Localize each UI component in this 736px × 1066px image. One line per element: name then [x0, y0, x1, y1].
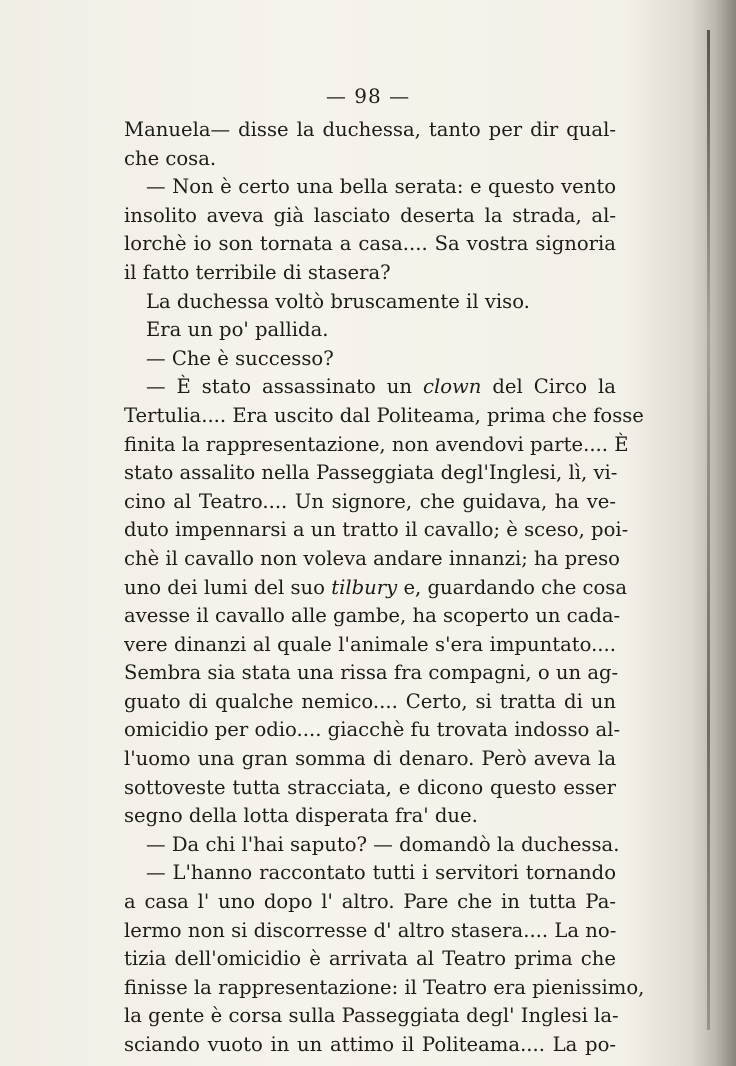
text-line: duto impennarsi a un tratto il cavallo; è sceso, poi- — [124, 518, 629, 542]
text-line: finita la rappresentazione, non avendovi parte.... È — [124, 432, 629, 456]
text-line: Tertulia.... Era uscito dal Politeama, prima che fosse — [124, 403, 644, 427]
page-number: — 98 — — [325, 84, 411, 108]
text-line: lorchè io son tornata a casa.... Sa vostra signoria — [124, 232, 616, 256]
text-line: — L'hanno raccontato tutti i servitori tornando — [146, 861, 616, 885]
binding-edge-line — [707, 30, 710, 1030]
text-line: che cosa. — [124, 146, 217, 170]
italic-word: clown — [422, 375, 482, 399]
text-line: La duchessa voltò bruscamente il viso. — [146, 289, 530, 313]
text-line: sottoveste tutta stracciata, e dicono questo esser — [124, 775, 616, 799]
text-line: finisse la rappresentazione: il Teatro era pienissimo, — [124, 975, 645, 999]
text-line: Sembra sia stata una rissa fra compagni, o un ag- — [124, 661, 619, 685]
text-line: la gente è corsa sulla Passeggiata degl' Inglesi la- — [124, 1004, 619, 1028]
italic-word: tilbury — [331, 575, 398, 599]
text-line: stato assalito nella Passeggiata degl'Inglesi, lì, vi- — [124, 461, 618, 485]
text-line: — Non è certo una bella serata: e questo vento — [146, 175, 616, 199]
text-segment: del Circo la — [481, 375, 616, 399]
text-line: tizia dell'omicidio è arrivata al Teatro prima che — [124, 947, 616, 971]
text-segment: — È stato assassinato un — [146, 375, 423, 399]
text-line: — Che è successo? — [146, 346, 334, 370]
text-line: avesse il cavallo alle gambe, ha scoperto un cada- — [124, 604, 621, 628]
text-line: a casa l' uno dopo l' altro. Pare che in tutta Pa- — [124, 890, 616, 914]
text-line: Manuela— disse la duchessa, tanto per dir qual- — [124, 118, 616, 141]
text-line: insolito aveva già lasciato deserta la strada, al- — [124, 203, 616, 227]
text-line: cino al Teatro.... Un signore, che guidava, ha ve- — [124, 489, 616, 513]
text-line: chè il cavallo non voleva andare innanzi; ha preso — [124, 546, 620, 570]
text-line: — Da chi l'hai saputo? — domandò la duchessa. — [146, 832, 620, 856]
text-line: l'uomo una gran somma di denaro. Però aveva la — [124, 747, 616, 771]
body-text — [124, 116, 645, 1060]
text-line — [124, 373, 616, 402]
text-line: vere dinanzi al quale l'animale s'era impuntato.... — [124, 632, 616, 656]
text-line: Era un po' pallida. — [146, 318, 329, 342]
text-segment: uno dei lumi del suo — [124, 575, 332, 599]
text-line: guato di qualche nemico.... Certo, si tratta di un — [124, 689, 616, 713]
text-line: il fatto terribile di stasera? — [124, 260, 391, 284]
text-segment: e, guardando che cosa — [397, 575, 628, 599]
text-line — [124, 574, 628, 603]
text-line: sciando vuoto in un attimo il Politeama.... La po- — [124, 1033, 616, 1056]
text-line: segno della lotta disperata fra' due. — [124, 804, 478, 828]
page-edge-shadow — [690, 0, 736, 1066]
text-line: lermo non si discorresse d' altro stasera.... La no- — [124, 918, 617, 942]
text-line: omicidio per odio.... giacchè fu trovata indosso al- — [124, 718, 621, 742]
